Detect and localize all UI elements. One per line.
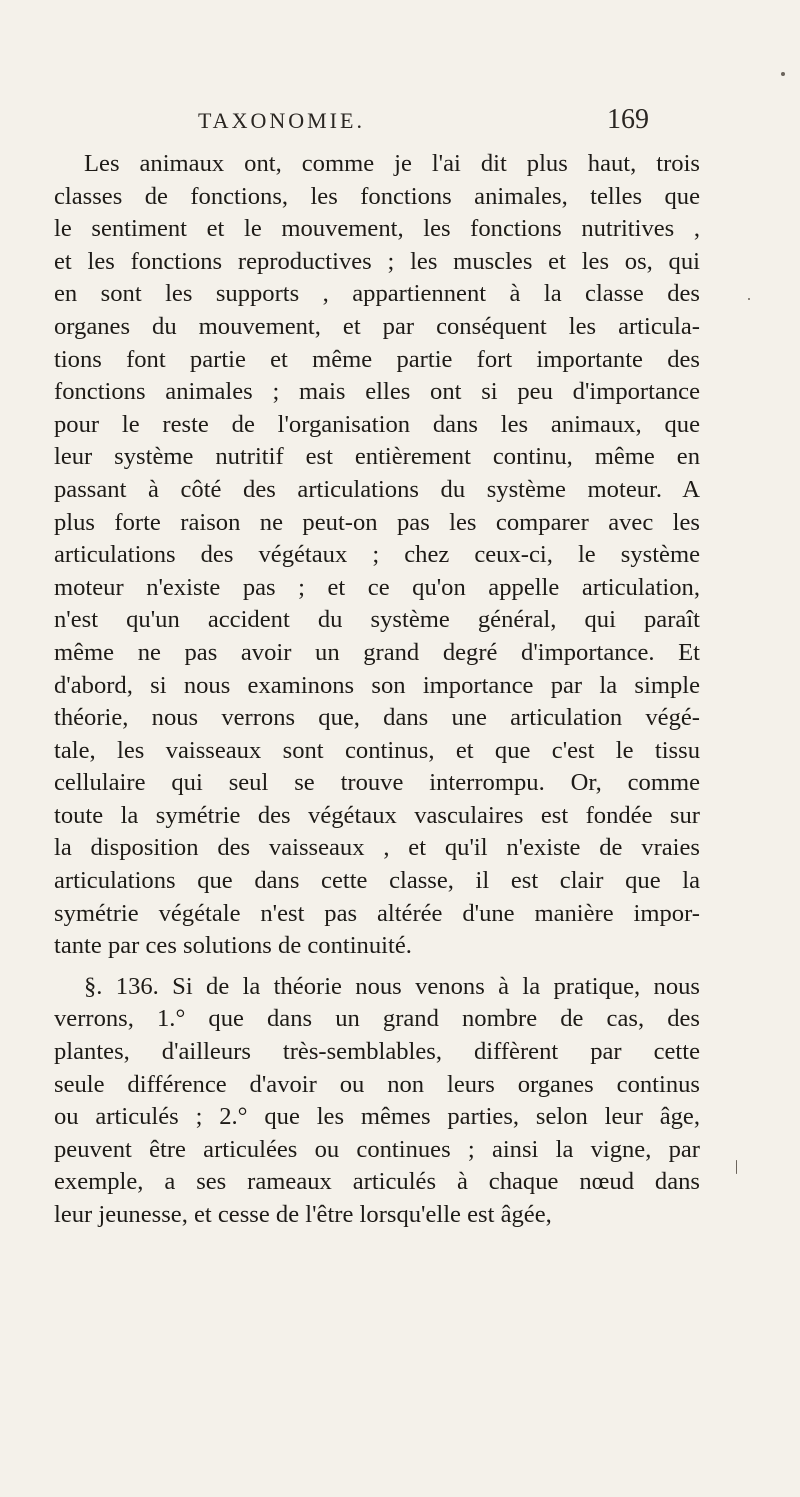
- paper-speck: [736, 1160, 737, 1174]
- text-line: même ne pas avoir un grand degré d'importance. Et: [54, 638, 700, 666]
- text-line: ou articulés ; 2.° que les mêmes parties, selon leur âge,: [54, 1103, 700, 1131]
- paragraph-gap: [54, 963, 700, 971]
- text-line: passant à côté des articulations du système moteur. A: [54, 475, 700, 503]
- text-line: plus forte raison ne peut-on pas les comparer avec les: [54, 508, 700, 536]
- text-line: d'abord, si nous examinons son importance par la simple: [54, 671, 700, 699]
- text-line: n'est qu'un accident du système général, qui paraît: [54, 606, 700, 634]
- text-line: toute la symétrie des végétaux vasculaires est fondée sur: [54, 801, 700, 829]
- text-line: la disposition des vaisseaux , et qu'il n'existe de vraies: [54, 834, 700, 862]
- text-line: exemple, a ses rameaux articulés à chaque nœud dans: [54, 1168, 700, 1196]
- text-line: et les fonctions reproductives ; les muscles et les os, qui: [54, 247, 700, 275]
- text-line: articulations des végétaux ; chez ceux-ci, le système: [54, 541, 700, 569]
- text-line: théorie, nous verrons que, dans une articulation végé-: [54, 704, 700, 732]
- text-line: classes de fonctions, les fonctions animales, telles que: [54, 182, 700, 210]
- text-line: symétrie végétale n'est pas altérée d'une manière impor-: [54, 899, 700, 927]
- text-line: pour le reste de l'organisation dans les animaux, que: [54, 410, 700, 438]
- text-line: organes du mouvement, et par conséquent les articula-: [54, 312, 700, 340]
- text-line: tale, les vaisseaux sont continus, et que c'est le tissu: [54, 736, 700, 764]
- text-line: articulations que dans cette classe, il est clair que la: [54, 867, 700, 895]
- text-line: moteur n'existe pas ; et ce qu'on appelle articulation,: [54, 573, 700, 601]
- body-text: [54, 148, 700, 1232]
- running-head: [0, 104, 800, 144]
- paper-speck: [748, 298, 750, 300]
- paper-speck: [781, 72, 785, 76]
- page-number: 169: [607, 104, 649, 135]
- text-line: peuvent être articulées ou continues ; ainsi la vigne, par: [54, 1135, 700, 1163]
- text-line: seule différence d'avoir ou non leurs organes continus: [54, 1070, 700, 1098]
- text-line: tante par ces solutions de continuité.: [54, 932, 412, 960]
- text-line: leur système nutritif est entièrement continu, même en: [54, 443, 700, 471]
- text-line: cellulaire qui seul se trouve interrompu. Or, comme: [54, 769, 700, 797]
- text-line: fonctions animales ; mais elles ont si peu d'importance: [54, 378, 700, 406]
- paragraph-2: [54, 971, 700, 1232]
- text-line: en sont les supports , appartiennent à la classe des: [54, 280, 700, 308]
- text-line: tions font partie et même partie fort importante des: [54, 345, 700, 373]
- text-line: Les animaux ont, comme je l'ai dit plus haut, trois: [84, 150, 700, 177]
- text-line: le sentiment et le mouvement, les fonctions nutritives ,: [54, 215, 700, 243]
- text-line: verrons, 1.° que dans un grand nombre de cas, des: [54, 1005, 700, 1033]
- text-line: §. 136. Si de la théorie nous venons à la pratique, nous: [84, 972, 700, 1000]
- running-title: TAXONOMIE.: [198, 108, 365, 133]
- paragraph-1: [54, 148, 700, 963]
- text-line: leur jeunesse, et cesse de l'être lorsqu'elle est âgée,: [54, 1201, 552, 1228]
- text-line: plantes, d'ailleurs très-semblables, diffèrent par cette: [54, 1038, 700, 1066]
